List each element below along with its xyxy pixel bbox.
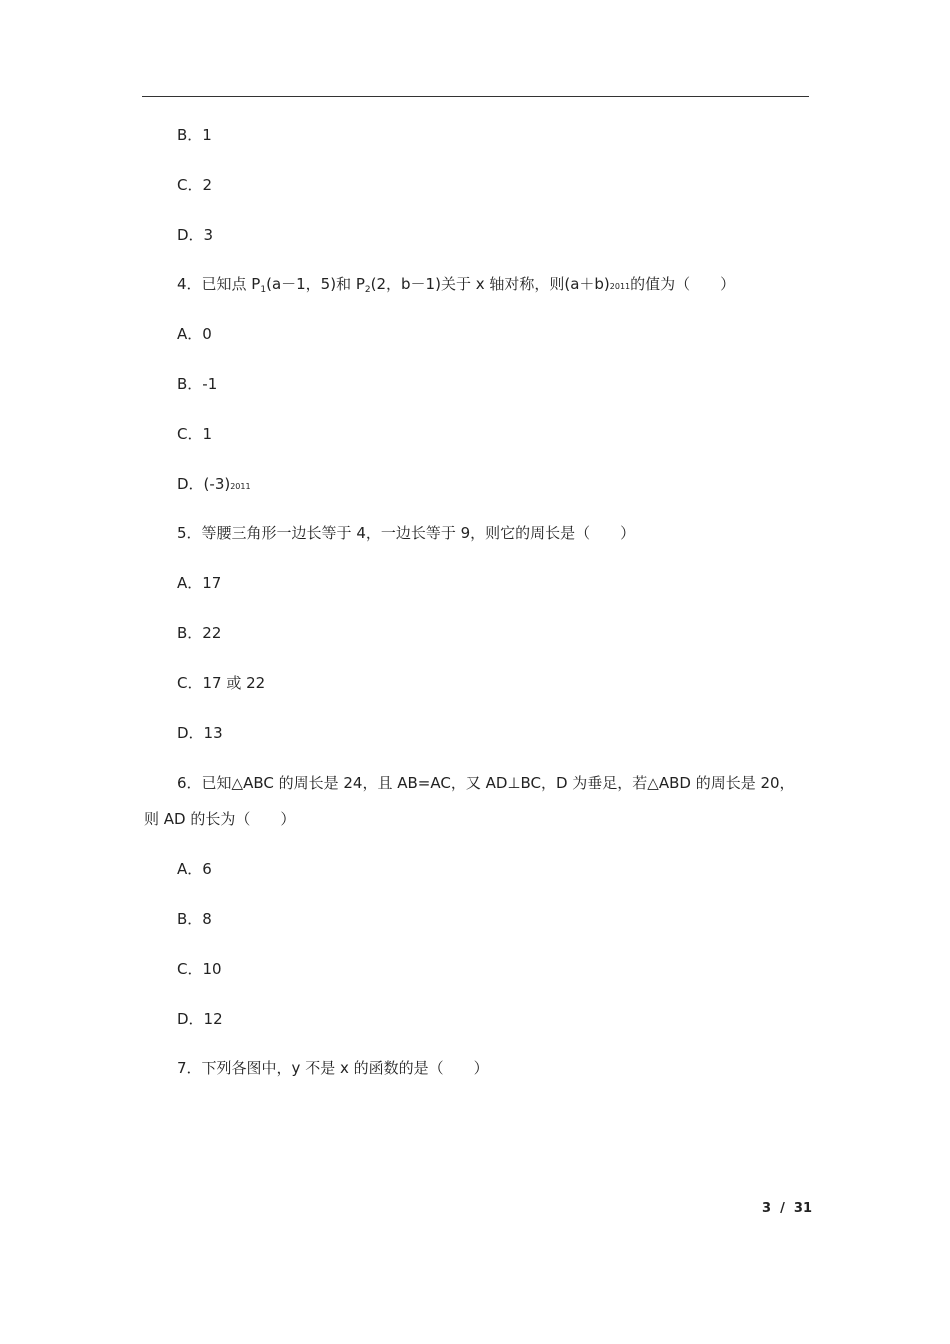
q5-option-d: D．13 [177,724,223,742]
q5-option-b: B．22 [177,624,222,642]
header-rule [142,96,809,97]
q4-exponent: 2011 [609,282,631,291]
q6-stem-line1: 6．已知△ABC 的周长是 24，且 AB=AC，又 AD⊥BC，D 为垂足，若△ABD 的周长是 20， [177,774,795,792]
q4-subscript: 2 [364,285,371,295]
q4-stem-part: (2，b－1)关于 x 轴对称，则(a＋b) [370,275,610,293]
q6-option-c: C．10 [177,960,222,978]
page-number: 3 / 31 [762,1201,812,1216]
q6-option-d: D．12 [177,1010,223,1028]
q5-option-a: A．17 [177,574,222,592]
q6-option-b: B．8 [177,910,212,928]
q4-subscript: 1 [260,285,267,295]
q4-option-d [177,474,251,494]
q4-stem-part: 4．已知点 P [177,275,261,293]
q4-option-d-exponent: 2011 [230,482,251,491]
q4-stem-part: (a－1，5)和 P [266,275,365,293]
q3-option-c: C．2 [177,176,213,194]
q5-stem: 5．等腰三角形一边长等于 4，一边长等于 9，则它的周长是（ ） [177,524,636,542]
q3-option-d: D．3 [177,226,214,244]
q6-stem-line2: 则 AD 的长为（ ） [144,810,296,828]
q4-option-b: B．-1 [177,375,218,393]
q4-option-d-text: D．(-3) [177,475,231,493]
q5-option-c: C．17 或 22 [177,674,266,692]
q6-option-a: A．6 [177,860,212,878]
q4-option-a: A．0 [177,325,212,343]
q3-option-b: B．1 [177,126,212,144]
q4-stem [177,274,735,294]
q4-stem-part: 的值为（ ） [630,275,736,293]
q4-option-c: C．1 [177,425,213,443]
q7-stem: 7．下列各图中，y 不是 x 的函数的是（ ） [177,1059,489,1077]
